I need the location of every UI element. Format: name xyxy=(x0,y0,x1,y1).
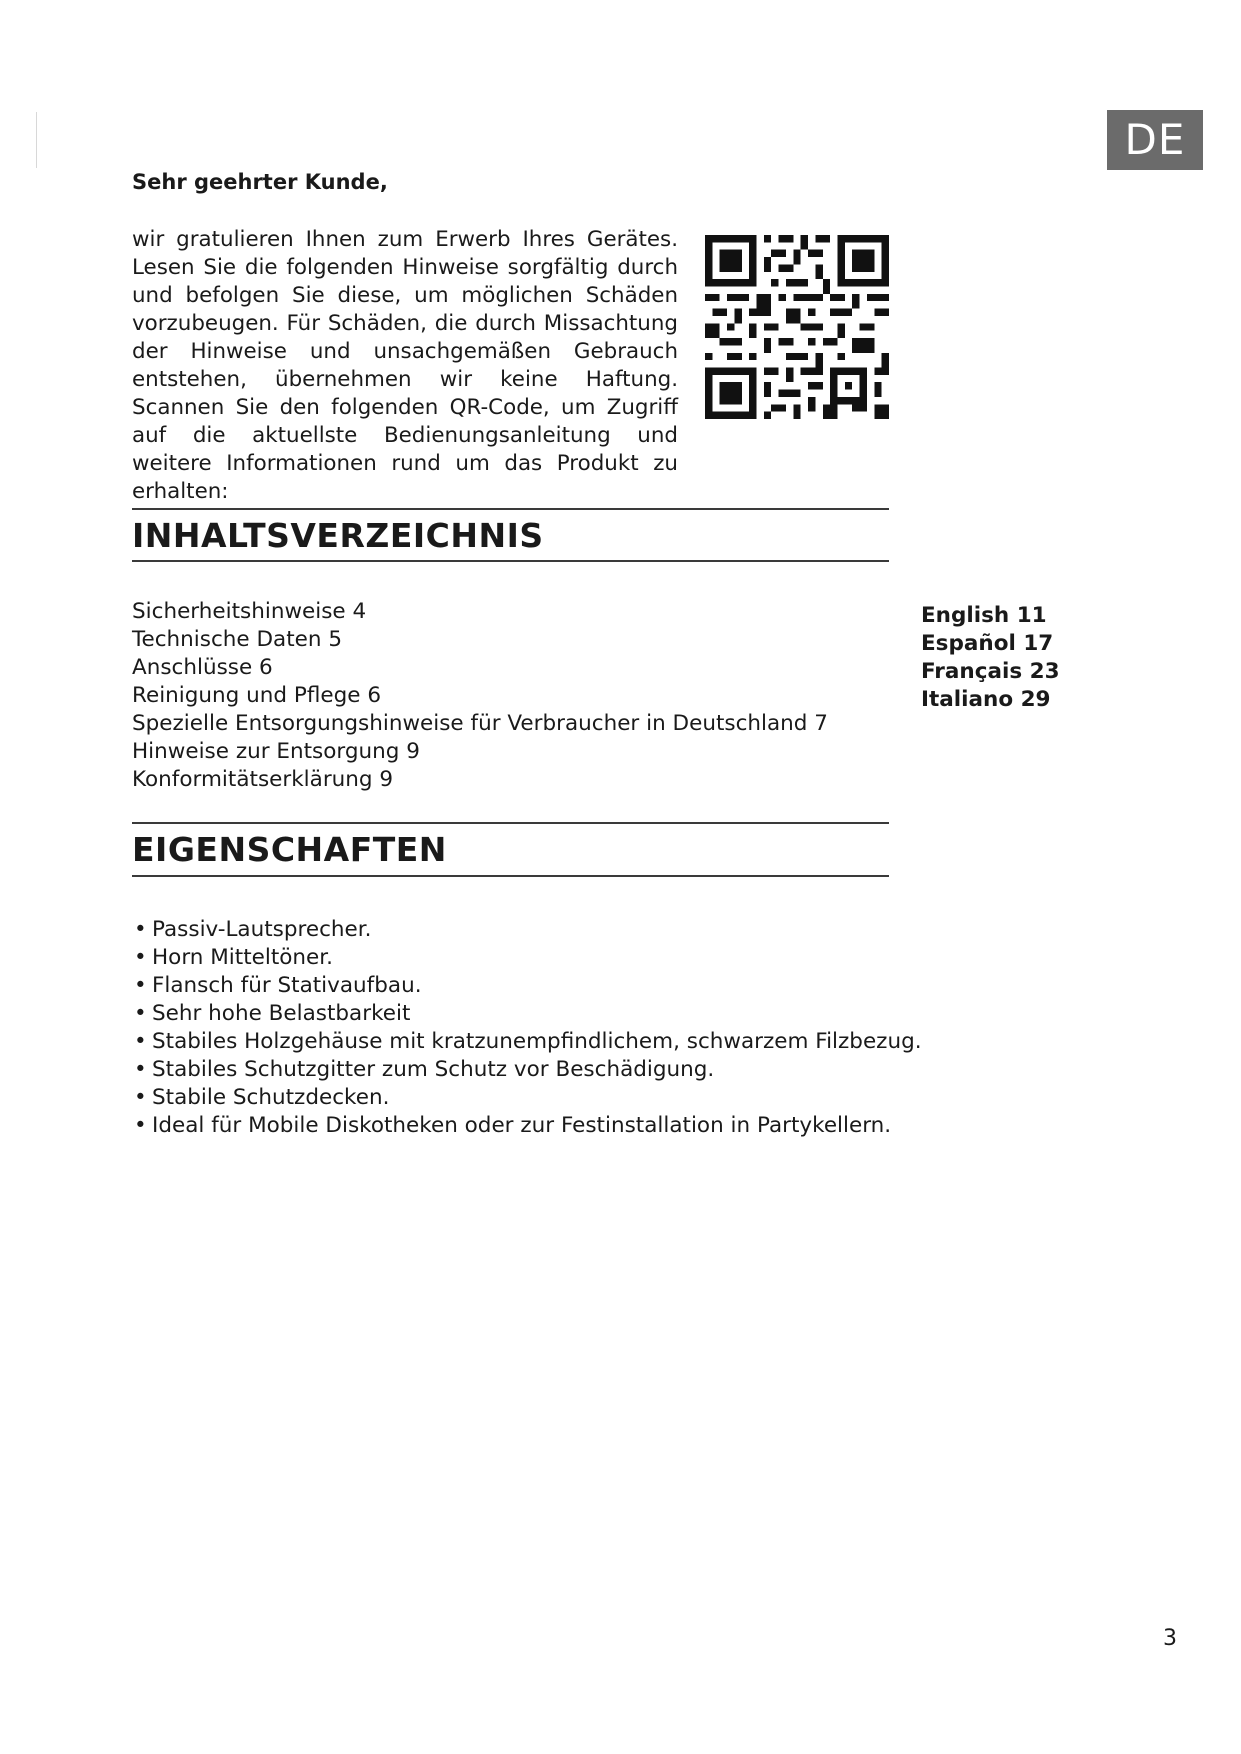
bullet: • xyxy=(134,1001,147,1026)
language-link[interactable]: English 11 xyxy=(921,603,1047,628)
feature-text: Horn Mitteltöner. xyxy=(152,945,333,970)
list-item xyxy=(132,944,922,972)
toc-item[interactable]: Spezielle Entsorgungshinweise für Verbraucher in Deutschland 7 xyxy=(132,711,828,736)
section-rule-bottom xyxy=(132,560,889,562)
toc-heading: INHALTSVERZEICHNIS xyxy=(132,516,544,555)
language-index xyxy=(921,602,1060,714)
toc-item[interactable]: Sicherheitshinweise 4 xyxy=(132,599,367,624)
section-rule-top xyxy=(132,508,889,510)
language-tag: DE xyxy=(1107,110,1203,170)
features-heading: EIGENSCHAFTEN xyxy=(132,830,447,869)
feature-text: Flansch für Stativaufbau. xyxy=(152,973,422,998)
bullet: • xyxy=(134,1113,147,1138)
section-rule-top xyxy=(132,822,889,824)
greeting: Sehr geehrter Kunde, xyxy=(132,170,388,194)
toc-item[interactable]: Technische Daten 5 xyxy=(132,627,342,652)
features-list xyxy=(132,916,922,1140)
language-link[interactable]: Italiano 29 xyxy=(921,687,1051,712)
feature-text: Passiv-Lautsprecher. xyxy=(152,917,372,942)
list-item xyxy=(132,916,922,944)
list-item xyxy=(132,1056,922,1084)
language-link[interactable]: Français 23 xyxy=(921,659,1060,684)
list-item xyxy=(132,972,922,1000)
list-item xyxy=(132,1028,922,1056)
intro-paragraph: wir gratulieren Ihnen zum Erwerb Ihres Gerätes. Lesen Sie die folgenden Hinweise sorgfältig durch und befolgen Sie diese, um möglichen Schäden vorzubeugen. Für Schäden, die durch Missachtung der Hinweise und unsachgemäßen Gebrauch entstehen, übernehmen wir keine Haftung. Scannen Sie den folgenden QR-Code, um Zugriff auf die aktuellste Bedienungsanleitung und weitere Informationen rund um das Produkt zu erhalten: xyxy=(132,227,678,504)
toc-item[interactable]: Konformitätserklärung 9 xyxy=(132,767,394,792)
list-item xyxy=(132,1112,922,1140)
feature-text: Ideal für Mobile Diskotheken oder zur Festinstallation in Partykellern. xyxy=(152,1113,892,1138)
bullet: • xyxy=(134,945,147,970)
margin-mark xyxy=(36,112,37,168)
bullet: • xyxy=(134,1057,147,1082)
toc-item[interactable]: Hinweise zur Entsorgung 9 xyxy=(132,739,420,764)
bullet: • xyxy=(134,1085,147,1110)
bullet: • xyxy=(134,917,147,942)
language-link[interactable]: Español 17 xyxy=(921,631,1054,656)
section-rule-bottom xyxy=(132,875,889,877)
feature-text: Stabile Schutzdecken. xyxy=(152,1085,390,1110)
bullet: • xyxy=(134,1029,147,1054)
toc-item[interactable]: Reinigung und Pflege 6 xyxy=(132,683,382,708)
list-item xyxy=(132,1084,922,1112)
feature-text: Sehr hohe Belastbarkeit xyxy=(152,1001,411,1026)
feature-text: Stabiles Holzgehäuse mit kratzunempfindlichem, schwarzem Filzbezug. xyxy=(152,1029,922,1054)
list-item xyxy=(132,1000,922,1028)
qr-code[interactable] xyxy=(705,235,889,419)
toc-item[interactable]: Anschlüsse 6 xyxy=(132,655,273,680)
page-number: 3 xyxy=(1163,1626,1177,1651)
bullet: • xyxy=(134,973,147,998)
feature-text: Stabiles Schutzgitter zum Schutz vor Beschädigung. xyxy=(152,1057,715,1082)
toc-list xyxy=(132,598,828,794)
